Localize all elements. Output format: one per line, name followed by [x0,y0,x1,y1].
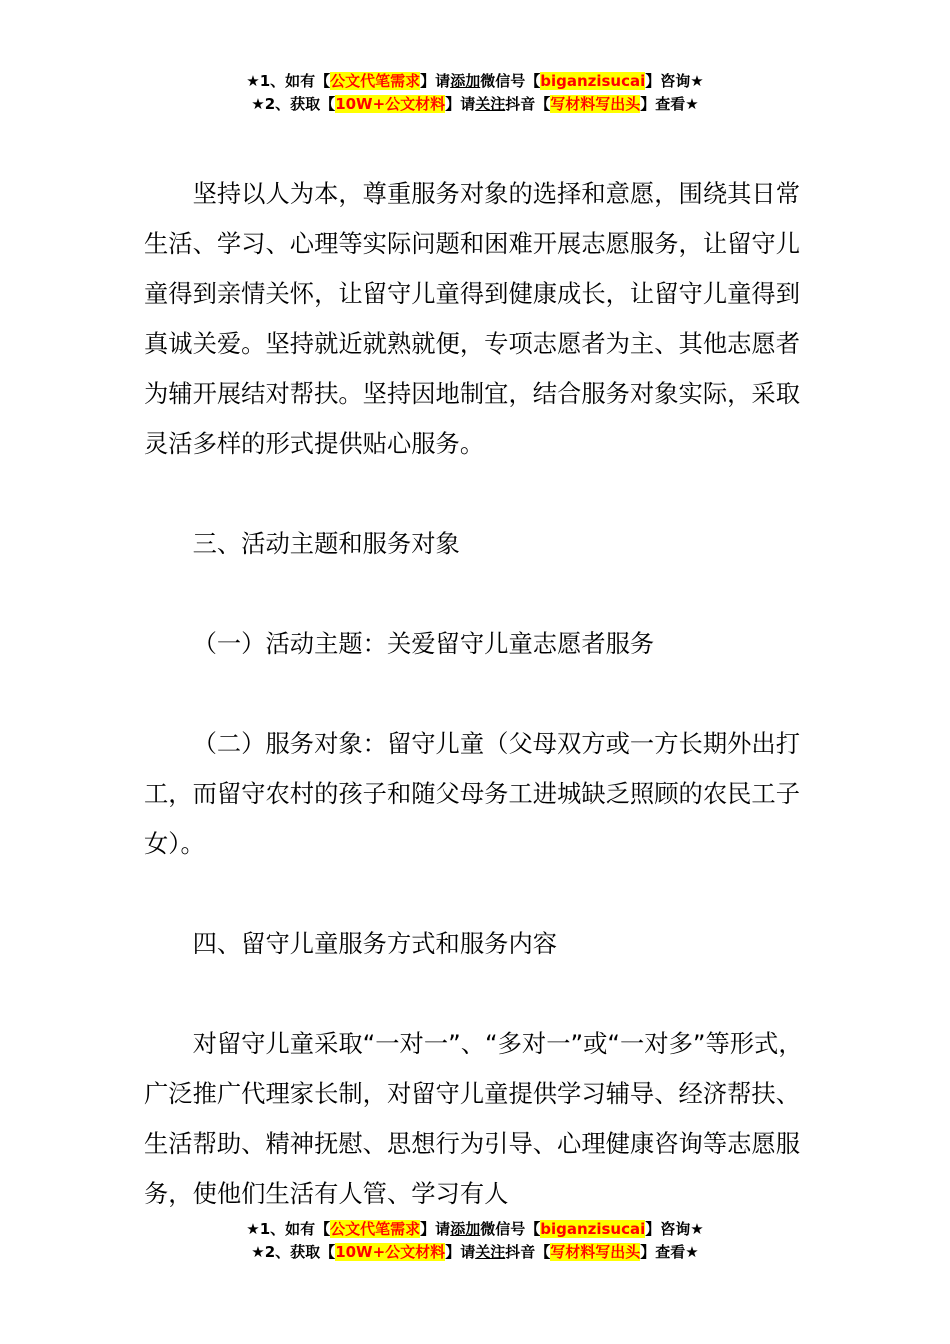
ad-text: 】请 [420,72,451,90]
ad-text: 抖音【 [505,1243,551,1261]
ad-text: ★2、获取【 [251,1243,336,1261]
section-heading-4: 四、留守儿童服务方式和服务内容 [192,929,558,958]
ad-text: ★2、获取【 [251,95,336,113]
ad-douyin-id: 写材料写出头 [550,95,641,113]
ad-underline: 添加 [450,72,481,90]
ad-line-1 [0,70,950,93]
ad-underline: 添加 [450,1220,481,1238]
ad-text: 】请 [445,1243,476,1261]
ad-highlight: 10W+公文材料 [335,1243,446,1261]
ad-underline: 关注 [475,95,506,113]
ad-text: 】请 [445,95,476,113]
ad-highlight: 公文代笔需求 [330,72,421,90]
ad-line-2 [0,93,950,116]
footer-ad-banner [0,1218,950,1264]
subsection-theme: （一）活动主题：关爱留守儿童志愿者服务 [192,629,655,658]
ad-text: 微信号【 [480,1220,541,1238]
ad-text: 】咨询★ [645,1220,704,1238]
ad-wechat-id: biganzisucai [540,72,646,90]
ad-line-1 [0,1218,950,1241]
ad-text: ★1、如有【 [246,1220,331,1238]
ad-text: 】查看★ [640,95,699,113]
section-heading-3: 三、活动主题和服务对象 [192,529,460,558]
ad-text: 】查看★ [640,1243,699,1261]
ad-text: 抖音【 [505,95,551,113]
ad-highlight: 10W+公文材料 [335,95,446,113]
ad-highlight: 公文代笔需求 [330,1220,421,1238]
ad-underline: 关注 [475,1243,506,1261]
ad-text: 】咨询★ [645,72,704,90]
header-ad-banner [0,70,950,116]
subsection-target: （二）服务对象：留守儿童（父母双方或一方长期外出打工，而留守农村的孩子和随父母务工进城缺乏照顾的农民工子女）。 [144,729,801,858]
document-body [144,169,808,1219]
paragraph-principles: 坚持以人为本，尊重服务对象的选择和意愿，围绕其日常生活、学习、心理等实际问题和困难开展志愿服务，让留守儿童得到亲情关怀，让留守儿童得到健康成长，让留守儿童得到真诚关爱。坚持就近就熟就便，专项志愿者为主、其他志愿者为辅开展结对帮扶。坚持因地制宜，结合服务对象实际，采取灵活多样的形式提供贴心服务。 [144,179,801,458]
ad-text: 微信号【 [480,72,541,90]
ad-line-2 [0,1241,950,1264]
ad-text: 】请 [420,1220,451,1238]
ad-wechat-id: biganzisucai [540,1220,646,1238]
paragraph-service-methods: 对留守儿童采取“一对一”、“多对一”或“一对多”等形式，广泛推广代理家长制，对留守儿童提供学习辅导、经济帮扶、生活帮助、精神抚慰、思想行为引导、心理健康咨询等志愿服务，使他们生活有人管、学习有人 [144,1029,803,1208]
ad-text: ★1、如有【 [246,72,331,90]
ad-douyin-id: 写材料写出头 [550,1243,641,1261]
